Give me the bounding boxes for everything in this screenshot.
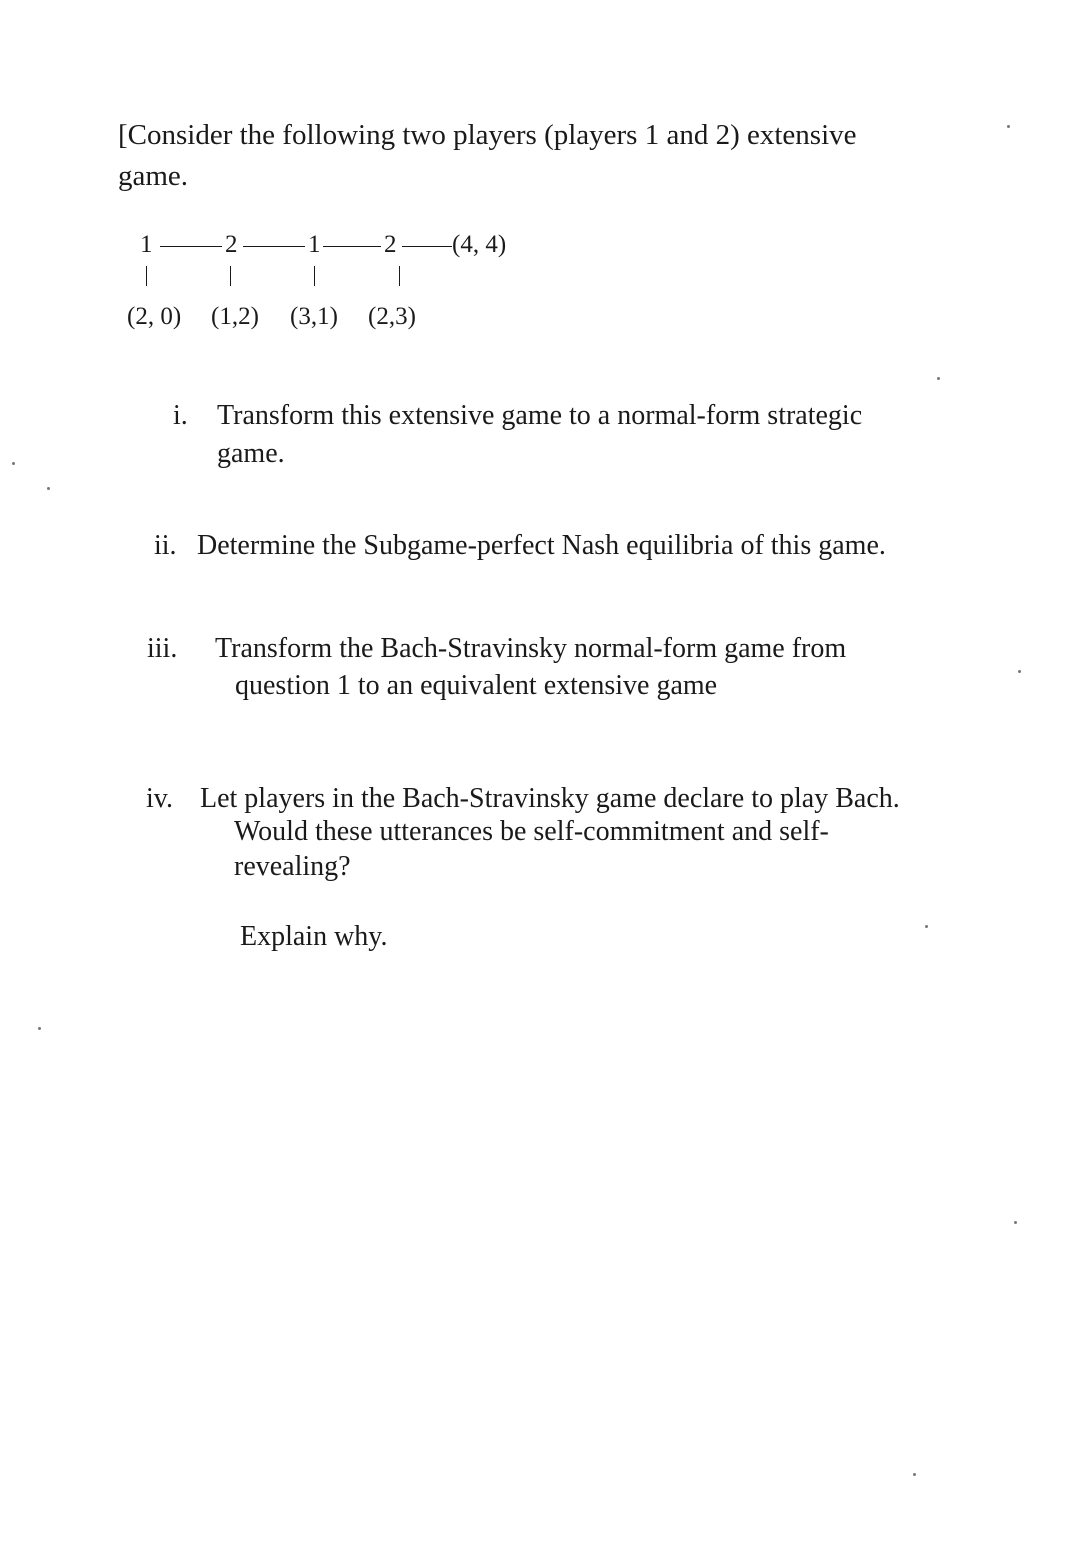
question-iii-number: iii. <box>147 633 178 664</box>
tree-payoff-1: (2, 0) <box>127 303 182 330</box>
tree-node-player-1-first: 1 <box>140 231 153 258</box>
scan-speck <box>937 377 940 380</box>
tree-edge-continue-3 <box>323 246 381 247</box>
tree-node-player-2-first: 2 <box>225 231 238 258</box>
question-iv-line-1: Let players in the Bach-Stravinsky game declare to play Bach. <box>200 783 900 814</box>
scan-speck <box>12 462 15 465</box>
scan-speck <box>38 1027 41 1030</box>
question-i-line-1: Transform this extensive game to a normal-form strategic <box>217 400 863 431</box>
scan-speck <box>913 1473 916 1476</box>
question-iv-number: iv. <box>146 783 173 814</box>
scan-speck <box>925 925 928 928</box>
tree-edge-stop-1 <box>146 266 147 286</box>
tree-payoff-4: (2,3) <box>368 303 416 330</box>
tree-node-player-1-second: 1 <box>308 231 321 258</box>
tree-node-player-2-second: 2 <box>384 231 397 258</box>
question-ii-number: ii. <box>154 530 177 561</box>
tree-final-payoff: (4, 4) <box>452 231 507 258</box>
tree-payoff-3: (3,1) <box>290 303 338 330</box>
scan-speck <box>1007 125 1010 128</box>
question-i-line-2: game. <box>217 438 285 469</box>
scan-speck <box>1014 1221 1017 1224</box>
question-i-number: i. <box>173 400 188 431</box>
tree-edge-stop-2 <box>230 266 231 286</box>
intro-line-1: [Consider the following two players (players 1 and 2) extensive <box>118 119 857 151</box>
question-ii-line-1: Determine the Subgame-perfect Nash equilibria of this game. <box>197 530 886 561</box>
tree-edge-continue-4 <box>402 246 452 247</box>
question-iv-line-4: Explain why. <box>240 921 388 952</box>
tree-edge-continue-1 <box>160 246 222 247</box>
intro-line-2: game. <box>118 160 189 192</box>
tree-edge-stop-3 <box>314 266 315 286</box>
question-iv-line-2: Would these utterances be self-commitment and self- <box>234 816 829 847</box>
game-tree <box>0 0 1080 360</box>
tree-edge-stop-4 <box>399 266 400 286</box>
question-iii-line-2: question 1 to an equivalent extensive game <box>235 670 718 701</box>
tree-edge-continue-2 <box>243 246 305 247</box>
scan-speck <box>47 487 50 490</box>
question-iv-line-3: revealing? <box>234 851 351 882</box>
tree-payoff-2: (1,2) <box>211 303 259 330</box>
question-iii-line-1: Transform the Bach-Stravinsky normal-form game from <box>215 633 847 664</box>
scan-speck <box>1018 670 1021 673</box>
